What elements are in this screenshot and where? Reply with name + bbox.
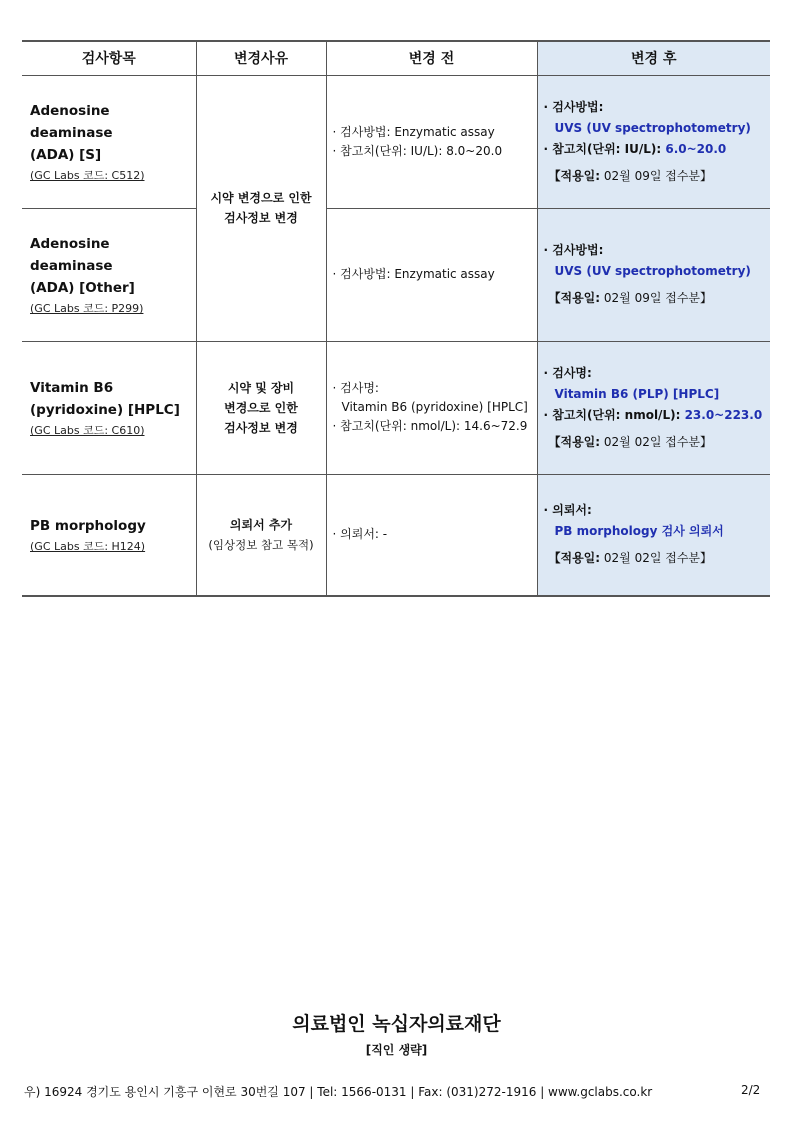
test-item-cell — [22, 208, 196, 341]
table-header-row — [22, 41, 770, 75]
test-item-name: Adenosine deaminase (ADA) [S] — [30, 103, 113, 163]
table-row — [22, 341, 770, 474]
after-cell: · 검사방법: UVS (UV spectrophotometry) 【적용일: 02월 09일 접수분】 — [537, 208, 770, 341]
page-number: 2/2 — [741, 1083, 761, 1097]
seal-omitted-note: [직인 생략] — [365, 1043, 428, 1057]
gc-labs-code: (GC Labs 코드: H124) — [30, 540, 146, 554]
before-cell: · 의뢰서: - — [326, 474, 537, 596]
apply-date: 【적용일: 02월 02일 접수분】 — [548, 551, 713, 566]
change-notice-table — [22, 40, 770, 597]
gc-labs-code: (GC Labs 코드: C512) — [30, 169, 145, 182]
test-item-name: Vitamin B6 (pyridoxine) [HPLC] — [30, 380, 180, 418]
table-row — [22, 75, 770, 208]
header-after: 변경 후 — [537, 41, 770, 75]
apply-date: 【적용일: 02월 02일 접수분】 — [548, 434, 713, 449]
before-cell: · 검사방법: Enzymatic assay · 참고치(단위: IU/L): 8.0~20.0 — [326, 75, 537, 208]
after-cell: · 검사명: Vitamin B6 (PLP) [HPLC] · 참고치(단위: nmol/L): 23.0~223.0 【적용일: 02월 02일 접수분】 — [537, 341, 770, 474]
before-cell: · 검사방법: Enzymatic assay — [326, 208, 537, 341]
test-item-name: Adenosine deaminase (ADA) [Other] — [30, 236, 135, 296]
change-reason-cell: 시약 및 장비 변경으로 인한 검사정보 변경 — [196, 341, 326, 474]
table-row — [22, 208, 770, 341]
test-item-cell — [22, 341, 196, 474]
test-item-cell — [22, 474, 196, 596]
change-reason-cell: 시약 변경으로 인한 검사정보 변경 — [196, 75, 326, 341]
after-cell: · 의뢰서: PB morphology 검사 의뢰서 【적용일: 02월 02일 접수분】 — [537, 474, 770, 596]
header-test-item: 검사항목 — [22, 41, 196, 75]
change-reason-cell: 의뢰서 추가 (임상정보 참고 목적) — [196, 474, 326, 596]
test-item-cell — [22, 75, 196, 208]
before-cell: · 검사명: Vitamin B6 (pyridoxine) [HPLC] · 참고치(단위: nmol/L): 14.6~72.9 — [326, 341, 537, 474]
organization-name: 의료법인 녹십자의료재단 — [292, 1013, 501, 1035]
after-cell: · 검사방법: UVS (UV spectrophotometry) · 참고치(단위: IU/L): 6.0~20.0 【적용일: 02월 09일 접수분】 — [537, 75, 770, 208]
header-before: 변경 전 — [326, 41, 537, 75]
table-row — [22, 474, 770, 596]
test-item-name: PB morphology — [30, 518, 146, 535]
header-change-reason: 변경사유 — [196, 41, 326, 75]
gc-labs-code: (GC Labs 코드: C610) — [30, 424, 145, 437]
apply-date: 【적용일: 02월 09일 접수분】 — [548, 168, 713, 183]
address-contact-line: 우) 16924 경기도 용인시 기흥구 이현로 30번길 107 | Tel: 1566-0131 | Fax: (031)272-1916 | www.gclabs.co.kr — [24, 1085, 653, 1099]
gc-labs-code: (GC Labs 코드: P299) — [30, 302, 144, 315]
apply-date: 【적용일: 02월 09일 접수분】 — [548, 291, 713, 305]
